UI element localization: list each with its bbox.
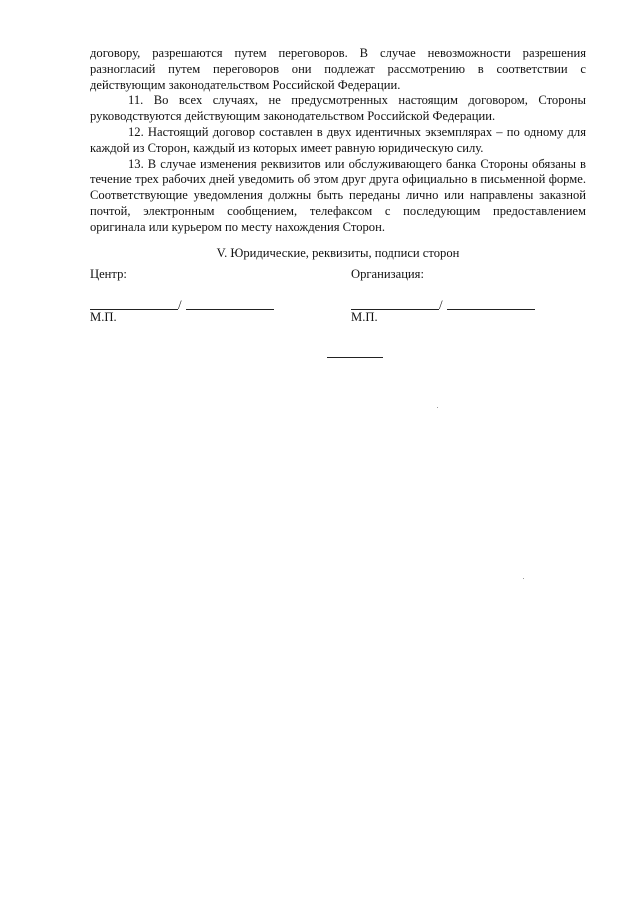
- section-heading: V. Юридические, реквизиты, подписи сторон: [216, 246, 460, 260]
- document-end-rule: [327, 357, 383, 358]
- stamp-place-center: М.П.: [90, 310, 117, 324]
- scan-speck: [523, 578, 524, 579]
- signature-separator: /: [178, 297, 182, 312]
- scan-speck: [437, 407, 438, 408]
- name-blank: [447, 309, 535, 310]
- name-blank: [186, 309, 274, 310]
- paragraph-10-continuation: договору, разрешаются путем переговоров. В случае невозможности разрешения разногласий путем переговоров они подлежат рассмотрению в соответствии с действующим законодательством Российской Федерации.: [90, 46, 586, 92]
- contract-body: [90, 46, 586, 236]
- stamp-place-organization: М.П.: [351, 310, 378, 324]
- party-label-organization: Организация:: [351, 267, 424, 281]
- signature-line-center: [90, 296, 274, 310]
- signature-line-organization: [351, 296, 535, 310]
- party-label-center: Центр:: [90, 267, 127, 281]
- paragraph-12: 12. Настоящий договор составлен в двух идентичных экземплярах – по одному для каждой из Сторон, каждый из которых имеет равную юридическую силу.: [90, 124, 586, 155]
- paragraph-11: 11. Во всех случаях, не предусмотренных настоящим договором, Стороны руководствуются действующим законодательством Российской Федерации.: [90, 93, 586, 124]
- signature-separator: /: [439, 297, 443, 312]
- paragraph-13: 13. В случае изменения реквизитов или обслуживающего банка Стороны обязаны в течение трех рабочих дней уведомить об этом друг друга официально в письменной форме. Соответствующие уведомления должны быть переданы лично или направлены заказной почтой, электронным сообщением, телефаксом с последующим предоставлением оригинала или курьером по месту нахождения Сторон.: [90, 156, 586, 234]
